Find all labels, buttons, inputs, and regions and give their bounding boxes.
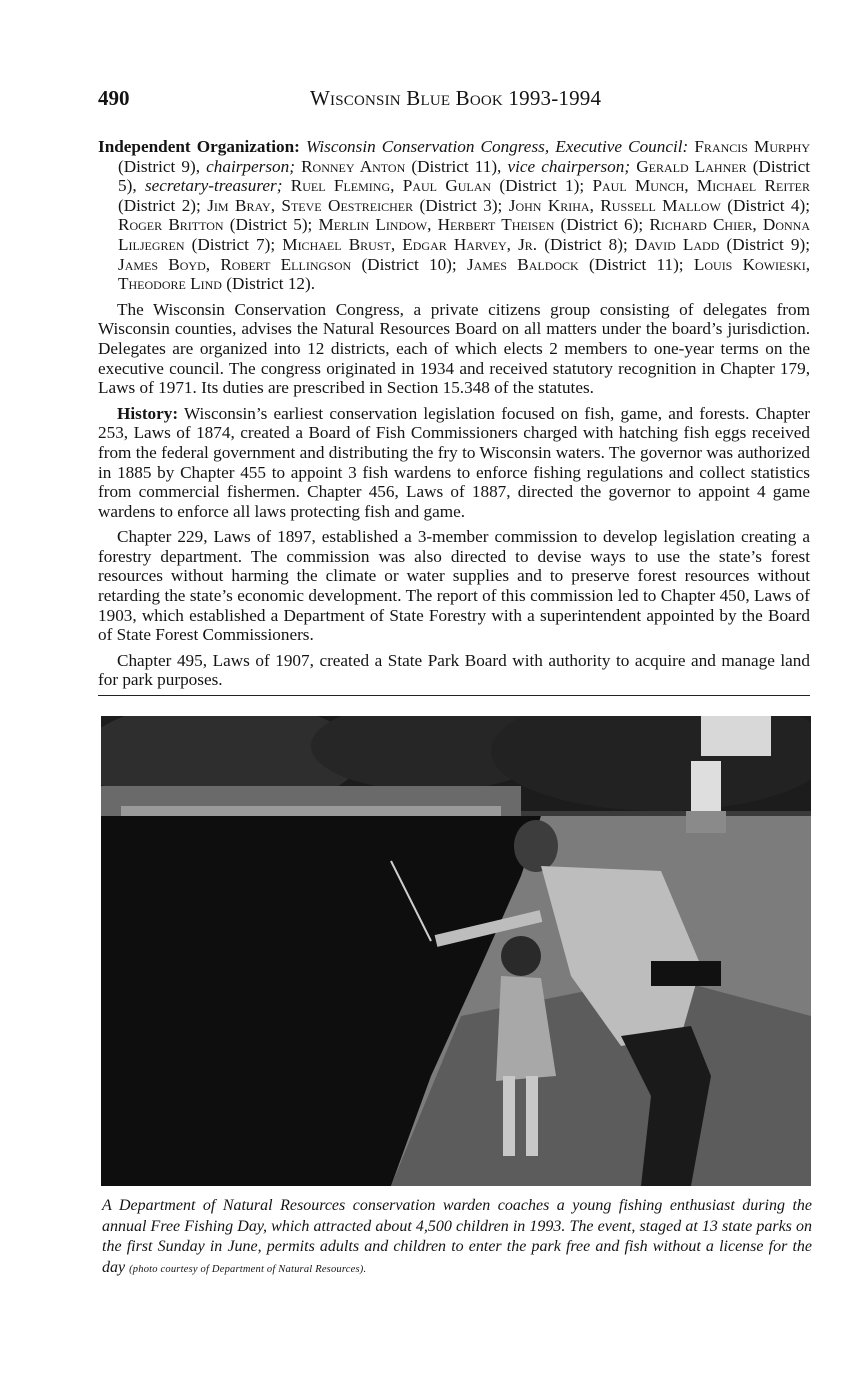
district: (District 8);	[537, 234, 635, 254]
photo-warden-fishing	[101, 716, 811, 1186]
running-title: Wisconsin Blue Book 1993-1994	[310, 86, 602, 110]
history-label: History:	[117, 403, 179, 423]
member-names: John Kriha, Russell Mallow	[508, 195, 721, 215]
member-names: James Baldock	[466, 254, 579, 274]
district: (District 5);	[223, 215, 319, 235]
page-header	[98, 86, 810, 116]
district: (District 10);	[351, 254, 467, 274]
district: (District 1);	[491, 176, 593, 196]
district: (District 12).	[221, 274, 316, 294]
caption-text: A Department of Natural Resources conservation warden coaches a young fishing enthusiast during the annual Free Fishing Day, which attracted about 4,500 children in 1993. The event, staged at 13 state parks on the first Sunday in June, permits adults and children to enter the park free and fish without a license for the day	[102, 1197, 812, 1276]
photo-illustration	[101, 716, 811, 1186]
forestry-paragraph: Chapter 229, Laws of 1897, established a 3-member commission to develop legislation creating a forestry department. The commission was also directed to devise ways to use the state’s forest resources without harming the climate or water supplies and to preserve forest resources without retarding the state’s economic development. The report of this commission led to Chapter 450, Laws of 1903, which established a Department of State Forestry with a superintendent appointed by the Board of State Forest Commissioners.	[98, 527, 810, 645]
member-names: James Boyd, Robert Ellingson	[118, 254, 352, 274]
district: (District 11),	[405, 156, 508, 176]
history-text: Wisconsin’s earliest conservation legislation focused on fish, game, and forests. Chapter 253, Laws of 1874, created a Board of Fish Commissioners charged with hatching fish eggs received from the federal government and distributing the fry to Wisconsin waters. The governor was authorized in 1885 by Chapter 455 to appoint 3 fish wardens to enforce fishing regulations and collect statistics from commercial fishermen. Chapter 456, Laws of 1887, directed the governor to appoint 4 game wardens to enforce all laws protecting fish and game.	[98, 403, 810, 521]
member-names: Gerald Lahner	[630, 156, 747, 176]
page-number: 490	[98, 86, 130, 110]
district: (District 4);	[720, 195, 811, 215]
district: (District 2);	[118, 195, 208, 215]
district: (District 7);	[184, 234, 283, 254]
photo-credit: (photo courtesy of Department of Natural Resources).	[129, 1263, 367, 1275]
member-names: Francis Murphy	[694, 137, 811, 156]
park-board-paragraph: Chapter 495, Laws of 1907, created a State Park Board with authority to acquire and manage land for park purposes.	[98, 650, 810, 690]
district: (District 11);	[578, 254, 694, 274]
body-text	[98, 137, 810, 696]
district: (District 5),	[118, 156, 810, 196]
district: (District 3);	[413, 195, 509, 215]
member-names: Merlin Lindow, Herbert Theisen	[318, 215, 555, 235]
member-names: Paul Munch, Michael Reiter	[592, 176, 811, 196]
member-names: Louis Kowieski, Theodore Lind	[118, 254, 810, 294]
member-role: secretary-treasurer;	[144, 176, 283, 196]
member-names: Ronney Anton	[294, 156, 406, 176]
member-role: chairperson;	[206, 156, 295, 176]
member-names: Jim Bray, Steve Oestreicher	[207, 195, 414, 215]
district: (District 9);	[719, 234, 811, 254]
member-role: vice chairperson;	[507, 156, 631, 176]
member-names: David Ladd	[634, 234, 720, 254]
section-divider	[98, 695, 810, 696]
member-names: Michael Brust, Edgar Harvey, Jr.	[282, 234, 538, 254]
member-names: Richard Chier, Donna Liljegren	[118, 215, 810, 254]
org-label: Independent Organization:	[98, 137, 300, 156]
history-paragraph	[98, 404, 810, 522]
member-names: Ruel Fleming, Paul Gulan	[282, 176, 492, 196]
photo-caption	[102, 1196, 812, 1280]
organization-paragraph	[98, 137, 810, 294]
district: (District 6);	[554, 215, 650, 235]
district: (District 9),	[118, 156, 207, 176]
org-name: Wisconsin Conservation Congress, Executive Council:	[305, 137, 689, 156]
member-names: Roger Britton	[118, 215, 224, 235]
congress-paragraph: The Wisconsin Conservation Congress, a private citizens group consisting of delegates from Wisconsin counties, advises the Natural Resources Board on all matters under the board’s jurisdiction. Delegates are organized into 12 districts, each of which elects 2 members to one-year terms on the executive council. The congress originated in 1934 and received statutory recognition in Chapter 179, Laws of 1971. Its duties are prescribed in Section 15.348 of the statutes.	[98, 299, 810, 398]
